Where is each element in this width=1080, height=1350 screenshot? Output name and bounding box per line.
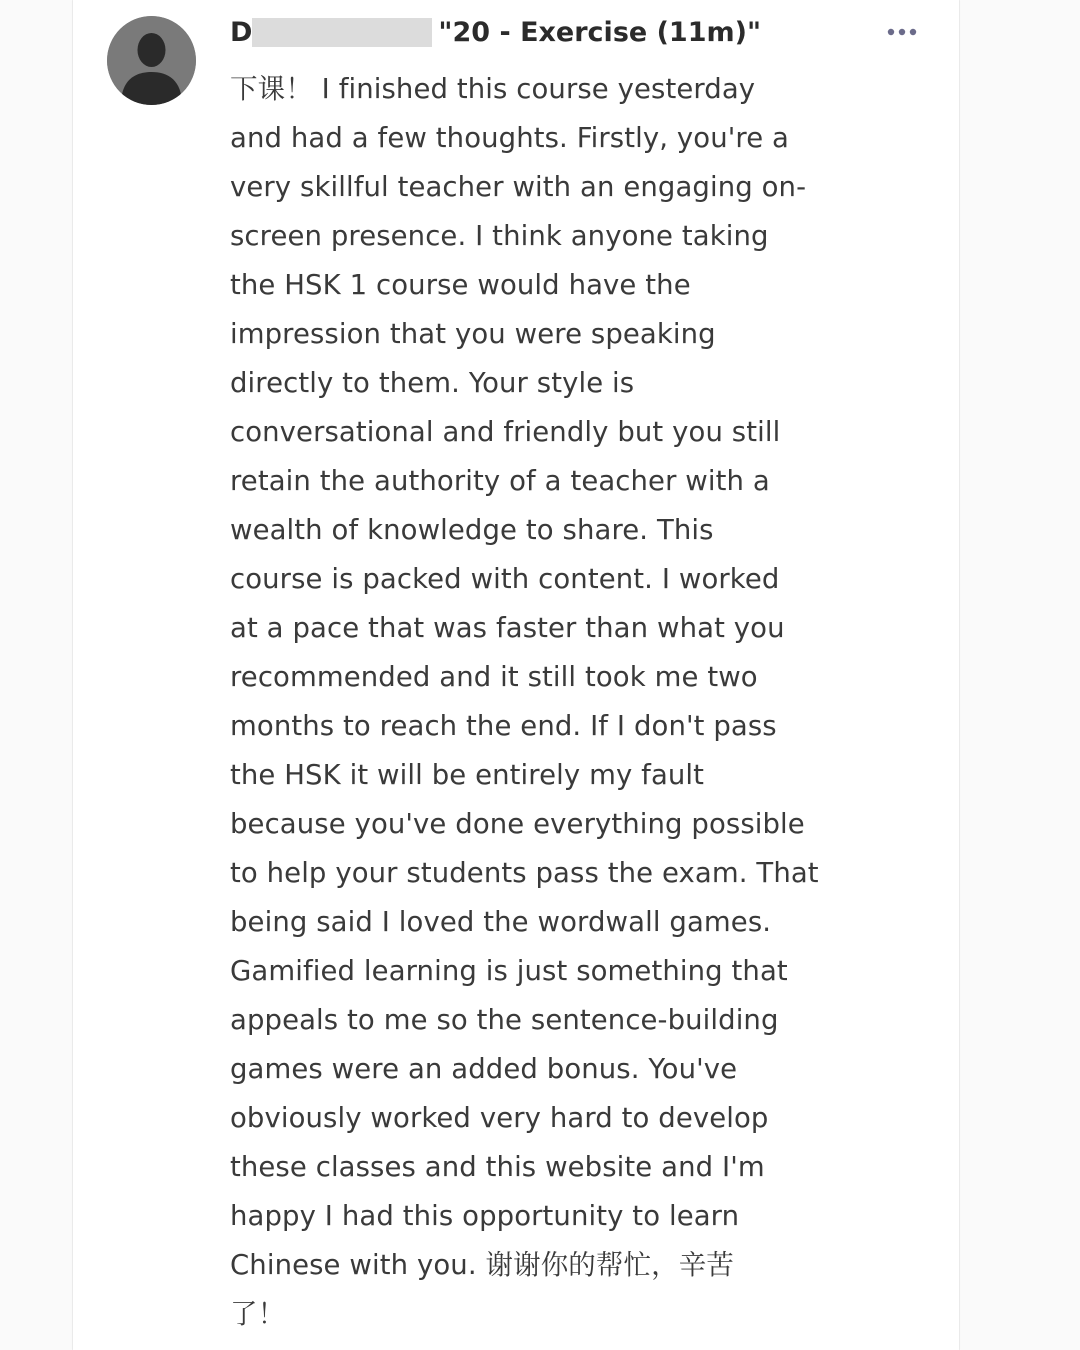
avatar[interactable] (107, 16, 196, 105)
more-options-button[interactable] (884, 22, 920, 42)
user-silhouette-icon (107, 16, 196, 105)
comment-body: 下课！ I finished this course yesterday and had a few thoughts. Firstly, you're a very skillful teacher with an engaging on- screen presence. I think anyone taking the HSK 1 course would have the impression that you were speaking directly to them. Your style is conversational and friendly but you still retain the authority of a teacher with a wealth of knowledge to share. This course is packed with content. I worked at a pace that was faster than what you recommended and it still took me two months to reach the end. If I don't pass the HSK it will be entirely my fault because you've done everything possible to help your students pass the exam. That being said I loved the wordwall games. Gamified learning is just something that appeals to me so the sentence-building games were an added bonus. You've obviously worked very hard to develop these classes and this website and I'm happy I had this opportunity to learn Chinese with you. 谢谢你的帮忙，辛苦 了！ (230, 73, 819, 1330)
author-name[interactable]: D (230, 16, 253, 48)
ellipsis-icon (887, 28, 917, 36)
lesson-title[interactable]: "20 - Exercise (11m)" (438, 16, 762, 48)
redacted-name-block (252, 18, 432, 47)
comment-header (230, 12, 761, 52)
